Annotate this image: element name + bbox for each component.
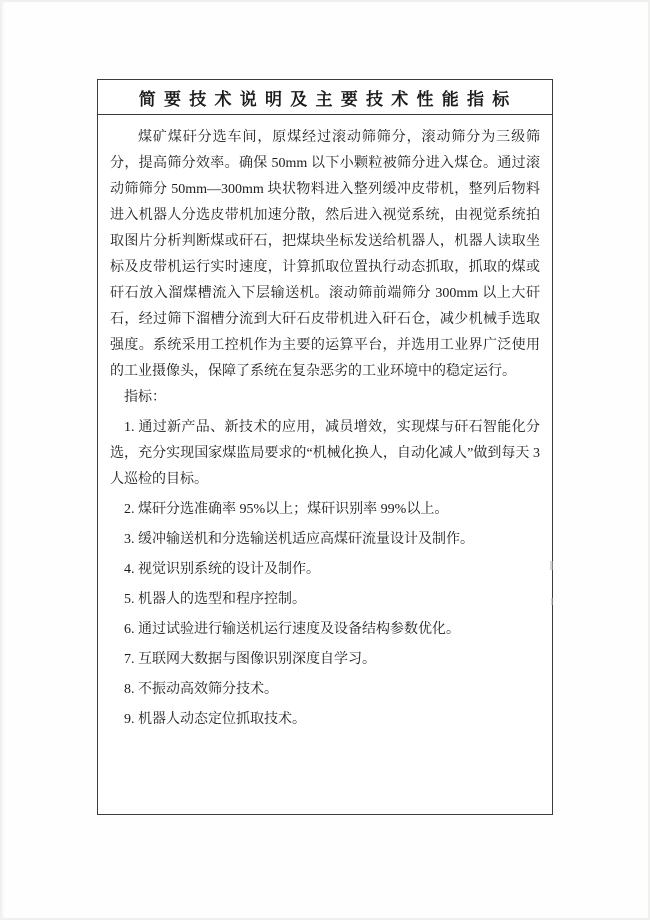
indicator-item-5: 5. 机器人的选型和程序控制。 <box>124 592 306 607</box>
scan-artifact <box>551 598 553 605</box>
indicator-item-6: 6. 通过试验进行输送机运行速度及设备结构参数优化。 <box>124 622 460 637</box>
page-title: 简 要 技 术 说 明 及 主 要 技 术 性 能 指 标 <box>138 89 512 109</box>
indicator-item-8: 8. 不振动高效筛分技术。 <box>124 682 278 697</box>
indicator-item-7: 7. 互联网大数据与图像识别深度自学习。 <box>124 652 376 667</box>
doc-body <box>98 115 552 733</box>
summary-paragraph: 煤矿煤矸分选车间，原煤经过滚动筛筛分，滚动筛分为三级筛分，提高筛分效率。确保 50mm 以下小颗粒被筛分进入煤仓。通过滚动筛筛分 50mm—300mm 块状物料进入整列缓冲皮带机，整列后物料进入机器人分选皮带机加速分散，然后进入视觉系统，由视觉系统拍取图片分析判断煤或矸石，把煤块坐标发送给机器人，机器人读取坐标及皮带机运行实时速度，计算抓取位置执行动态抓取，抓取的煤或矸石放入溜煤槽流入下层输送机。滚动筛前端筛分 300mm 以上大矸石，经过筛下溜槽分流到大矸石皮带机进入矸石仓，减少机械手选取强度。系统采用工控机作为主要的运算平台，并选用工业界广泛使用的工业摄像头，保障了系统在复杂恶劣的工业环境中的稳定运行。 <box>110 130 540 379</box>
indicator-item-9: 9. 机器人动态定位抓取技术。 <box>124 712 306 727</box>
indicator-item-2: 2. 煤矸分选准确率 95%以上；煤矸识别率 99%以上。 <box>124 502 449 517</box>
doc-frame <box>97 79 553 815</box>
indicators-label: 指标： <box>124 390 166 405</box>
indicator-item-1: 1. 通过新产品、新技术的应用，减员增效，实现煤与矸石智能化分选，充分实现国家煤监局要求的“机械化换人，自动化减人”做到每天 3 人巡检的目标。 <box>110 420 540 487</box>
indicator-item-3: 3. 缓冲输送机和分选输送机适应高煤矸流量设计及制作。 <box>124 532 474 547</box>
scan-artifact <box>550 561 553 570</box>
indicator-item-4: 4. 视觉识别系统的设计及制作。 <box>124 562 320 577</box>
doc-title-row <box>98 80 552 115</box>
